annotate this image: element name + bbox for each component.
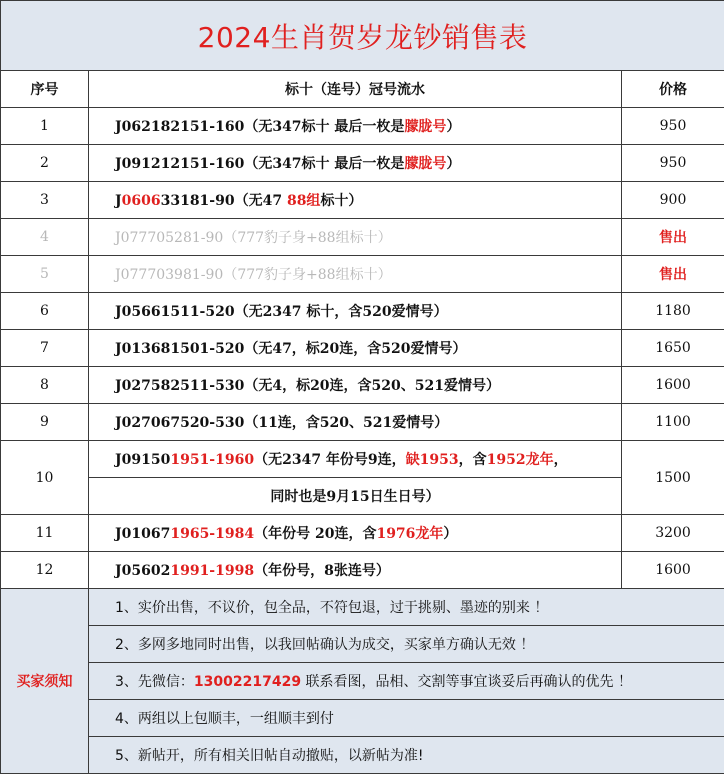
row-description: J010671965-1984（年份号 20连，含1976龙年） (89, 515, 622, 552)
table-row (1, 515, 724, 552)
row-description: J056021991-1998（年份号，8张连号） (89, 552, 622, 589)
table-row (1, 404, 724, 441)
header-price: 价格 (622, 71, 724, 108)
table-row (1, 367, 724, 404)
row-description: J077703981-90（777豹子身+88组标十） (89, 256, 622, 293)
notice-row (1, 589, 724, 626)
table-row (1, 182, 724, 219)
sold-badge: 售出 (622, 219, 724, 256)
row-description-line2: 同时也是9月15日生日号） (89, 478, 622, 515)
notice-item: 5、新帖开，所有相关旧帖自动撤贴，以新帖为准! (89, 737, 724, 774)
table-row (1, 330, 724, 367)
row-number: 3 (1, 182, 89, 219)
row-price: 950 (622, 145, 724, 182)
row-number: 1 (1, 108, 89, 145)
page-title: 2024生肖贺岁龙钞销售表 (1, 1, 724, 71)
row-price: 1650 (622, 330, 724, 367)
header-row (1, 71, 724, 108)
row-number: 10 (1, 441, 89, 515)
row-price: 1180 (622, 293, 724, 330)
row-number: 9 (1, 404, 89, 441)
row-description: J062182151-160（无347标十 最后一枚是朦胧号） (89, 108, 622, 145)
table-row (1, 145, 724, 182)
row-description: J091501951-1960（无2347 年份号9连，缺1953，含1952龙年， (89, 441, 622, 478)
row-number: 4 (1, 219, 89, 256)
table-row (1, 552, 724, 589)
row-price: 1600 (622, 552, 724, 589)
table-row (1, 108, 724, 145)
table-row (1, 441, 724, 478)
row-price: 900 (622, 182, 724, 219)
row-description: J027582511-530（无4，标20连，含520、521爱情号） (89, 367, 622, 404)
row-number: 8 (1, 367, 89, 404)
row-description: J05661511-520（无2347 标十，含520爱情号） (89, 293, 622, 330)
notice-item-contact: 3、先微信：13002217429 联系看图，品相、交割等事宜谈妥后再确认的优先 ！ (89, 663, 724, 700)
row-number: 5 (1, 256, 89, 293)
header-no: 序号 (1, 71, 89, 108)
table-row-sold (1, 256, 724, 293)
notice-row (1, 737, 724, 774)
notice-row (1, 700, 724, 737)
wechat-phone: 13002217429 (193, 674, 302, 690)
sold-badge: 售出 (622, 256, 724, 293)
notice-item: 4、两组以上包顺丰，一组顺丰到付 (89, 700, 724, 737)
row-description: J013681501-520（无47，标20连，含520爱情号） (89, 330, 622, 367)
row-price: 3200 (622, 515, 724, 552)
row-description: J077705281-90（777豹子身+88组标十） (89, 219, 622, 256)
row-number: 2 (1, 145, 89, 182)
row-description: J060633181-90（无47 88组标十） (89, 182, 622, 219)
notice-row (1, 626, 724, 663)
row-price: 1100 (622, 404, 724, 441)
table-row-sold (1, 219, 724, 256)
row-description: J027067520-530（11连，含520、521爱情号） (89, 404, 622, 441)
row-price: 1500 (622, 441, 724, 515)
row-price: 1600 (622, 367, 724, 404)
row-number: 11 (1, 515, 89, 552)
header-desc: 标十（连号）冠号流水 (89, 71, 622, 108)
table-row-continuation (1, 478, 724, 515)
row-number: 12 (1, 552, 89, 589)
row-description: J091212151-160（无347标十 最后一枚是朦胧号） (89, 145, 622, 182)
row-number: 7 (1, 330, 89, 367)
notice-label: 买家须知 (1, 589, 89, 774)
row-price: 950 (622, 108, 724, 145)
notice-item: 1、实价出售，不议价，包全品，不符包退，过于挑剔、墨迹的别来 ！ (89, 589, 724, 626)
notice-item: 2、多网多地同时出售，以我回帖确认为成交，买家单方确认无效 ！ (89, 626, 724, 663)
row-number: 6 (1, 293, 89, 330)
table-row (1, 293, 724, 330)
notice-row (1, 663, 724, 700)
